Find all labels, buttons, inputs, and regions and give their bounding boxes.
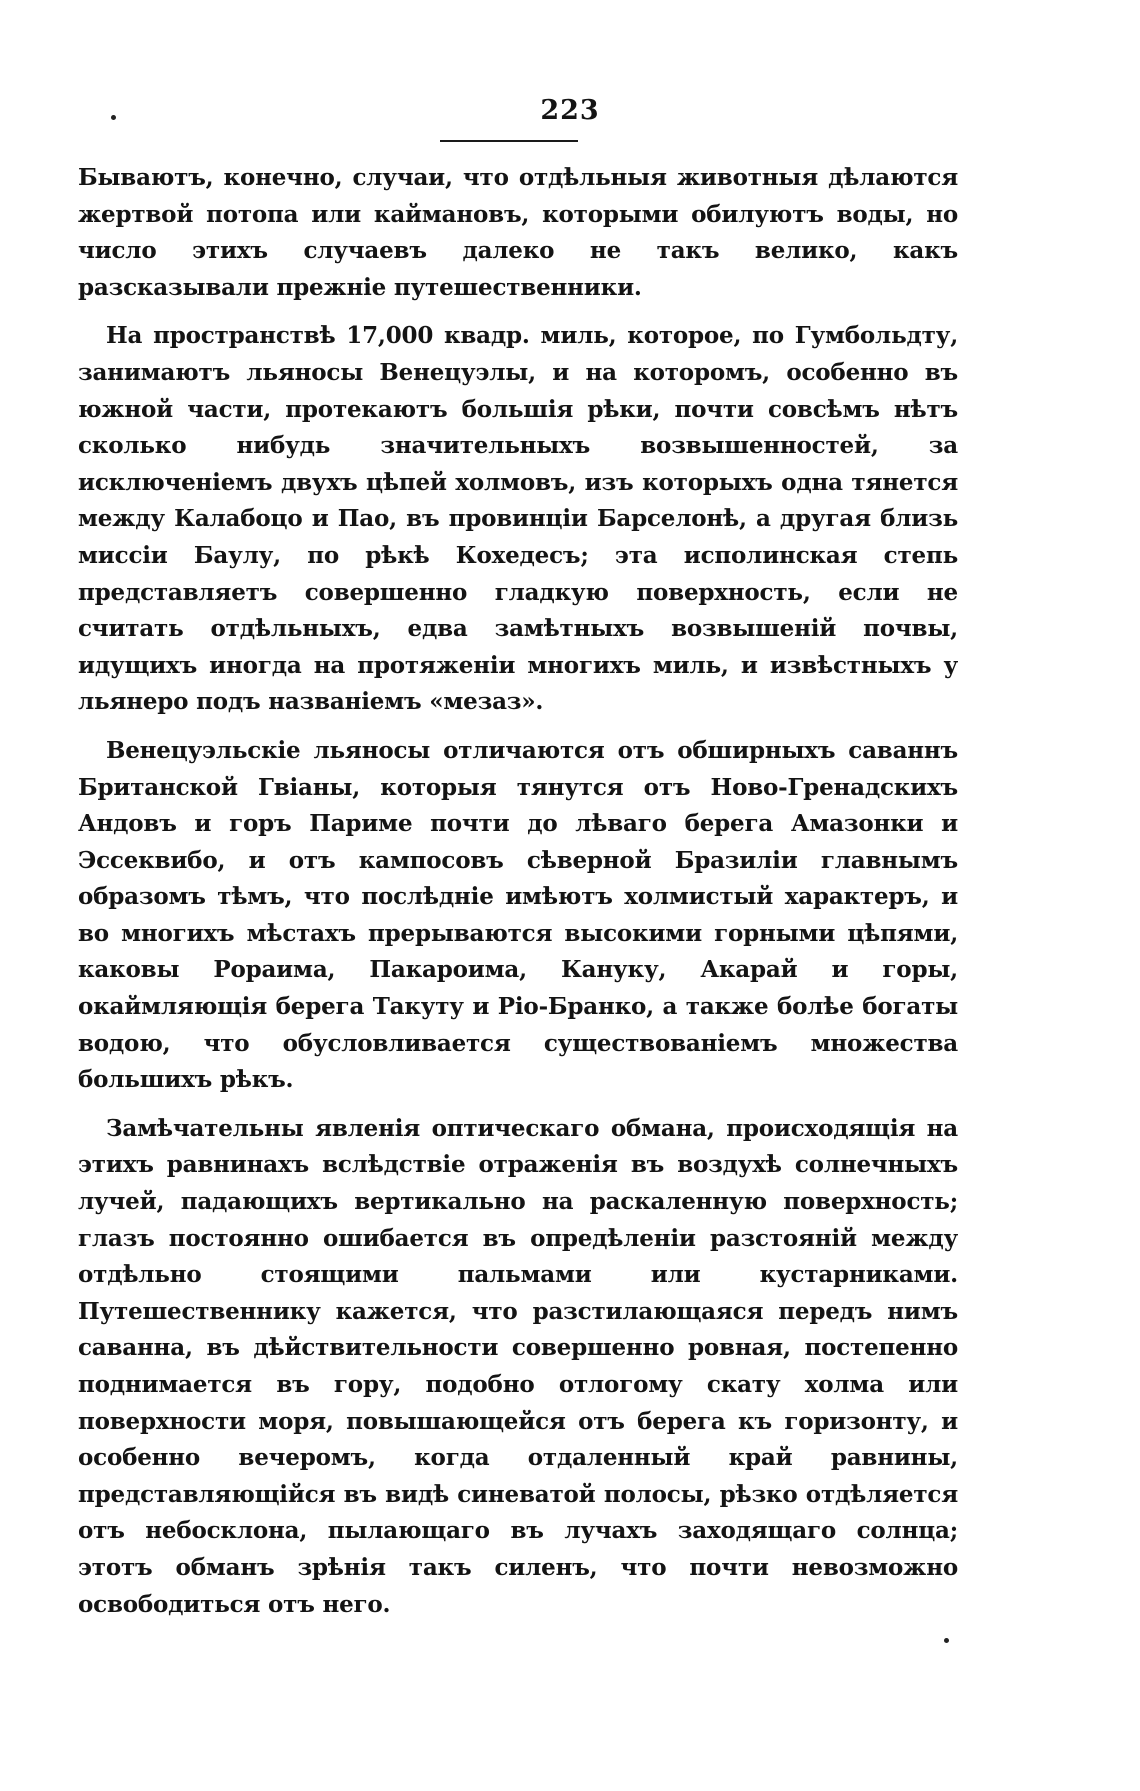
paragraph: Венецуэльскіе льяносы отличаются отъ обширныхъ саваннъ Британской Гвіаны, которыя тянутся отъ Ново-Гренадскихъ Андовъ и горъ Париме почти до лѣваго берега Амазонки и Эссеквибо, и отъ кампосовъ сѣверной Бразиліи главнымъ образомъ тѣмъ, что послѣдніе имѣютъ холмистый характеръ, и во многихъ мѣстахъ прерываются высокими горными цѣпями, каковы Рораима, Пакароима, Кануку, Акарай и горы, окаймляющія берега Такуту и Ріо-Бранко, а также болѣе богаты водою, что обусловливается существованіемъ множества большихъ рѣкъ. — [78, 736, 958, 1094]
paragraph: Замѣчательны явленія оптическаго обмана, происходящія на этихъ равнинахъ вслѣдствіе отраженія въ воздухѣ солнечныхъ лучей, падающихъ вертикально на раскаленную поверхность; глазъ постоянно ошибается въ опредѣленіи разстояній между отдѣльно стоящими пальмами или кустарниками. Путешественнику кажется, что разстилающаяся передъ нимъ саванна, въ дѣйствительности совершенно ровная, постепенно поднимается въ гору, подобно отлогому скату холма или поверхности моря, повышающейся отъ берега къ горизонту, и особенно вечеромъ, когда отдаленный край равнины, представляющійся въ видѣ синеватой полосы, рѣзко отдѣляется отъ небосклона, пылающаго въ лучахъ заходящаго солнца; этотъ обманъ зрѣнія такъ силенъ, что почти невозможно освободиться отъ него. — [78, 1114, 958, 1618]
paragraph: Бываютъ, конечно, случаи, что отдѣльныя животныя дѣлаются жертвой потопа или каймановъ, которыми обилуютъ воды, но число этихъ случаевъ далеко не такъ велико, какъ разсказывали прежніе путешественники. — [78, 164, 958, 301]
page-header — [0, 96, 1140, 126]
scan-speck — [944, 1638, 949, 1643]
paragraph: На пространствѣ 17,000 квадр. миль, которое, по Гумбольдту, занимаютъ льяносы Венецуэлы, и на которомъ, особенно въ южной части, протекаютъ большія рѣки, почти совсѣмъ нѣтъ сколько нибудь значительныхъ возвышенностей, за исключеніемъ двухъ цѣпей холмовъ, изъ которыхъ одна тянется между Калабоцо и Пао, въ провинціи Барселонѣ, а другая близь миссіи Баулу, по рѣкѣ Кохедесъ; эта исполинская степь представляетъ совершенно гладкую поверхность, если не считать отдѣльныхъ, едва замѣтныхъ возвышеній почвы, идущихъ иногда на протяженіи многихъ миль, и извѣстныхъ у льянеро подъ названіемъ «мезаз». — [78, 322, 958, 716]
scan-speck — [111, 115, 116, 120]
page-number: 223 — [540, 95, 600, 126]
header-rule — [440, 140, 578, 142]
body-text — [78, 160, 958, 1635]
